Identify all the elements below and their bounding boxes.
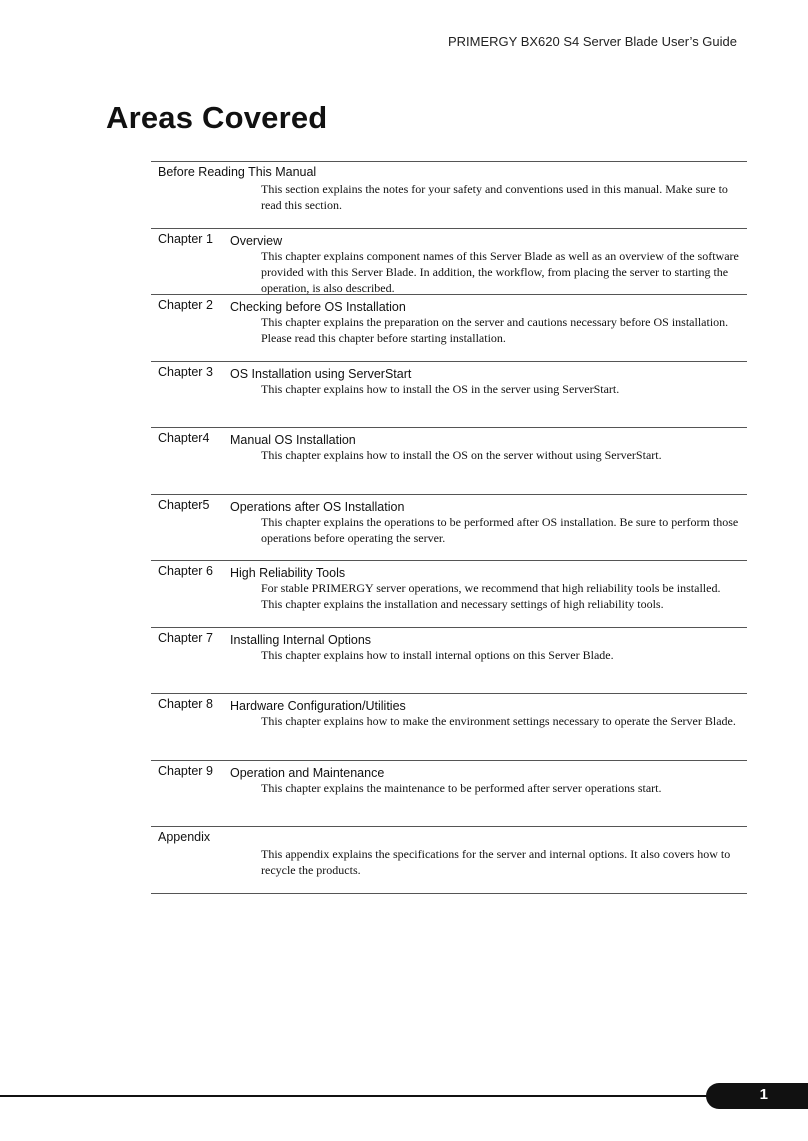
section-label: Chapter 2 <box>158 298 213 312</box>
section-chapter-6 <box>151 560 747 627</box>
section-title: Operation and Maintenance <box>230 765 385 780</box>
section-title: OS Installation using ServerStart <box>230 366 412 381</box>
section-before-reading <box>151 161 747 228</box>
section-description: This chapter explains how to install the OS in the server using ServerStart. <box>261 381 620 396</box>
section-chapter-3 <box>151 361 747 428</box>
section-description: This section explains the notes for your safety and conventions used in this manual. Make sure to read this section. <box>261 182 728 212</box>
section-description: This chapter explains the operations to be performed after OS installation. Be sure to perform those operations before operating the server. <box>261 514 739 545</box>
section-description: This chapter explains the maintenance to be performed after server operations start. <box>261 780 662 795</box>
section-label: Chapter 8 <box>158 697 213 711</box>
section-label: Chapter4 <box>158 431 210 445</box>
section-title: Hardware Configuration/Utilities <box>230 699 406 713</box>
section-label: Appendix <box>158 830 211 844</box>
section-chapter-4 <box>151 427 747 494</box>
section-label: Chapter 6 <box>158 564 213 578</box>
section-description: This chapter explains component names of this Server Blade as well as an overview of the software provided with this Server Blade. In addition, the workflow, from placing the server to starting the operation, is also described. <box>261 248 739 295</box>
section-chapter-2 <box>151 294 747 361</box>
section-chapter-1 <box>151 228 747 295</box>
section-description: This chapter explains how to install internal options on this Server Blade. <box>261 647 614 662</box>
section-chapter-8 <box>151 693 747 760</box>
section-description: This chapter explains how to install the OS on the server without using ServerStart. <box>261 448 662 462</box>
section-chapter-5 <box>151 494 747 561</box>
footer-rule <box>0 1095 712 1097</box>
section-title: Installing Internal Options <box>230 632 372 647</box>
section-label: Chapter 1 <box>158 231 213 246</box>
section-label: Before Reading This Manual <box>158 165 317 179</box>
section-label: Chapter 7 <box>158 630 213 645</box>
page-number-tab <box>706 1083 808 1109</box>
page-title: Areas Covered <box>106 100 328 135</box>
section-title: Checking before OS Installation <box>230 300 406 314</box>
section-description: This chapter explains how to make the environment settings necessary to operate the Server Blade. <box>261 714 736 728</box>
section-title: Operations after OS Installation <box>230 499 405 514</box>
page-number: 1 <box>759 1086 768 1103</box>
section-chapter-7 <box>151 627 747 694</box>
section-appendix <box>151 826 747 893</box>
section-chapter-9 <box>151 760 747 827</box>
section-description: This chapter explains the preparation on the server and cautions necessary before OS installation. Please read this chapter before starting installation. <box>261 315 729 345</box>
section-description: For stable PRIMERGY server operations, we recommend that high reliability tools be installed. This chapter explains the installation and necessary settings of high reliability tools. <box>261 581 721 611</box>
section-title: Manual OS Installation <box>230 433 356 447</box>
areas-covered-list <box>151 161 747 894</box>
section-label: Chapter5 <box>158 497 210 512</box>
section-label: Chapter 3 <box>158 364 213 379</box>
section-description: This appendix explains the specifications for the server and internal options. It also covers how to recycle the products. <box>261 847 731 877</box>
running-header: PRIMERGY BX620 S4 Server Blade User’s Guide <box>447 34 737 49</box>
section-title: High Reliability Tools <box>230 566 346 580</box>
section-label: Chapter 9 <box>158 763 213 778</box>
section-title: Overview <box>230 233 283 248</box>
